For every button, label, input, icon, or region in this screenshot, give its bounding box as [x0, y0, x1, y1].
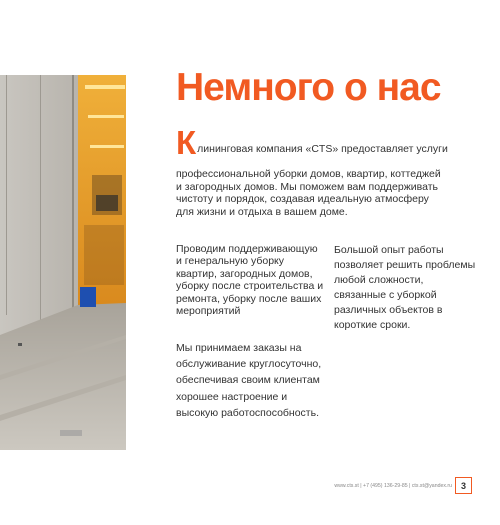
experience-text: Большой опыт работы позволяет решить проблемы любой сложности, связанные с уборкой различных объектов в короткие сроки. — [334, 244, 476, 331]
services-text: Проводим поддерживающую и генеральную уборку квартир, загородных домов, уборку после строительства и ремонта, уборку после ваших мероприятий — [176, 243, 324, 318]
drop-cap: К — [176, 124, 197, 161]
page-title: Немного о нас — [176, 66, 441, 109]
intro-body: профессиональной уборки домов, квартир, коттеджей и загородных домов. Мы поможем вам поддерживать чистоту и порядок, создавая идеальную атмосферу для жизни и отдыха в вашем доме. — [176, 168, 441, 218]
intro-first-line: лининговая компания «CTS» предоставляет услуги — [197, 143, 448, 155]
intro-paragraph — [176, 124, 448, 218]
footer-contacts: www.cts.st | +7 (495) 136-29-85 | cts.st@yandex.ru — [334, 483, 452, 489]
orders-text: Мы принимаем заказы на обслуживание круглосуточно, обеспечивая своим клиентам хорошее настроение и высокую работоспособность. — [176, 342, 322, 419]
page-number: 3 — [455, 477, 472, 494]
cleanroom-photo — [0, 75, 126, 450]
